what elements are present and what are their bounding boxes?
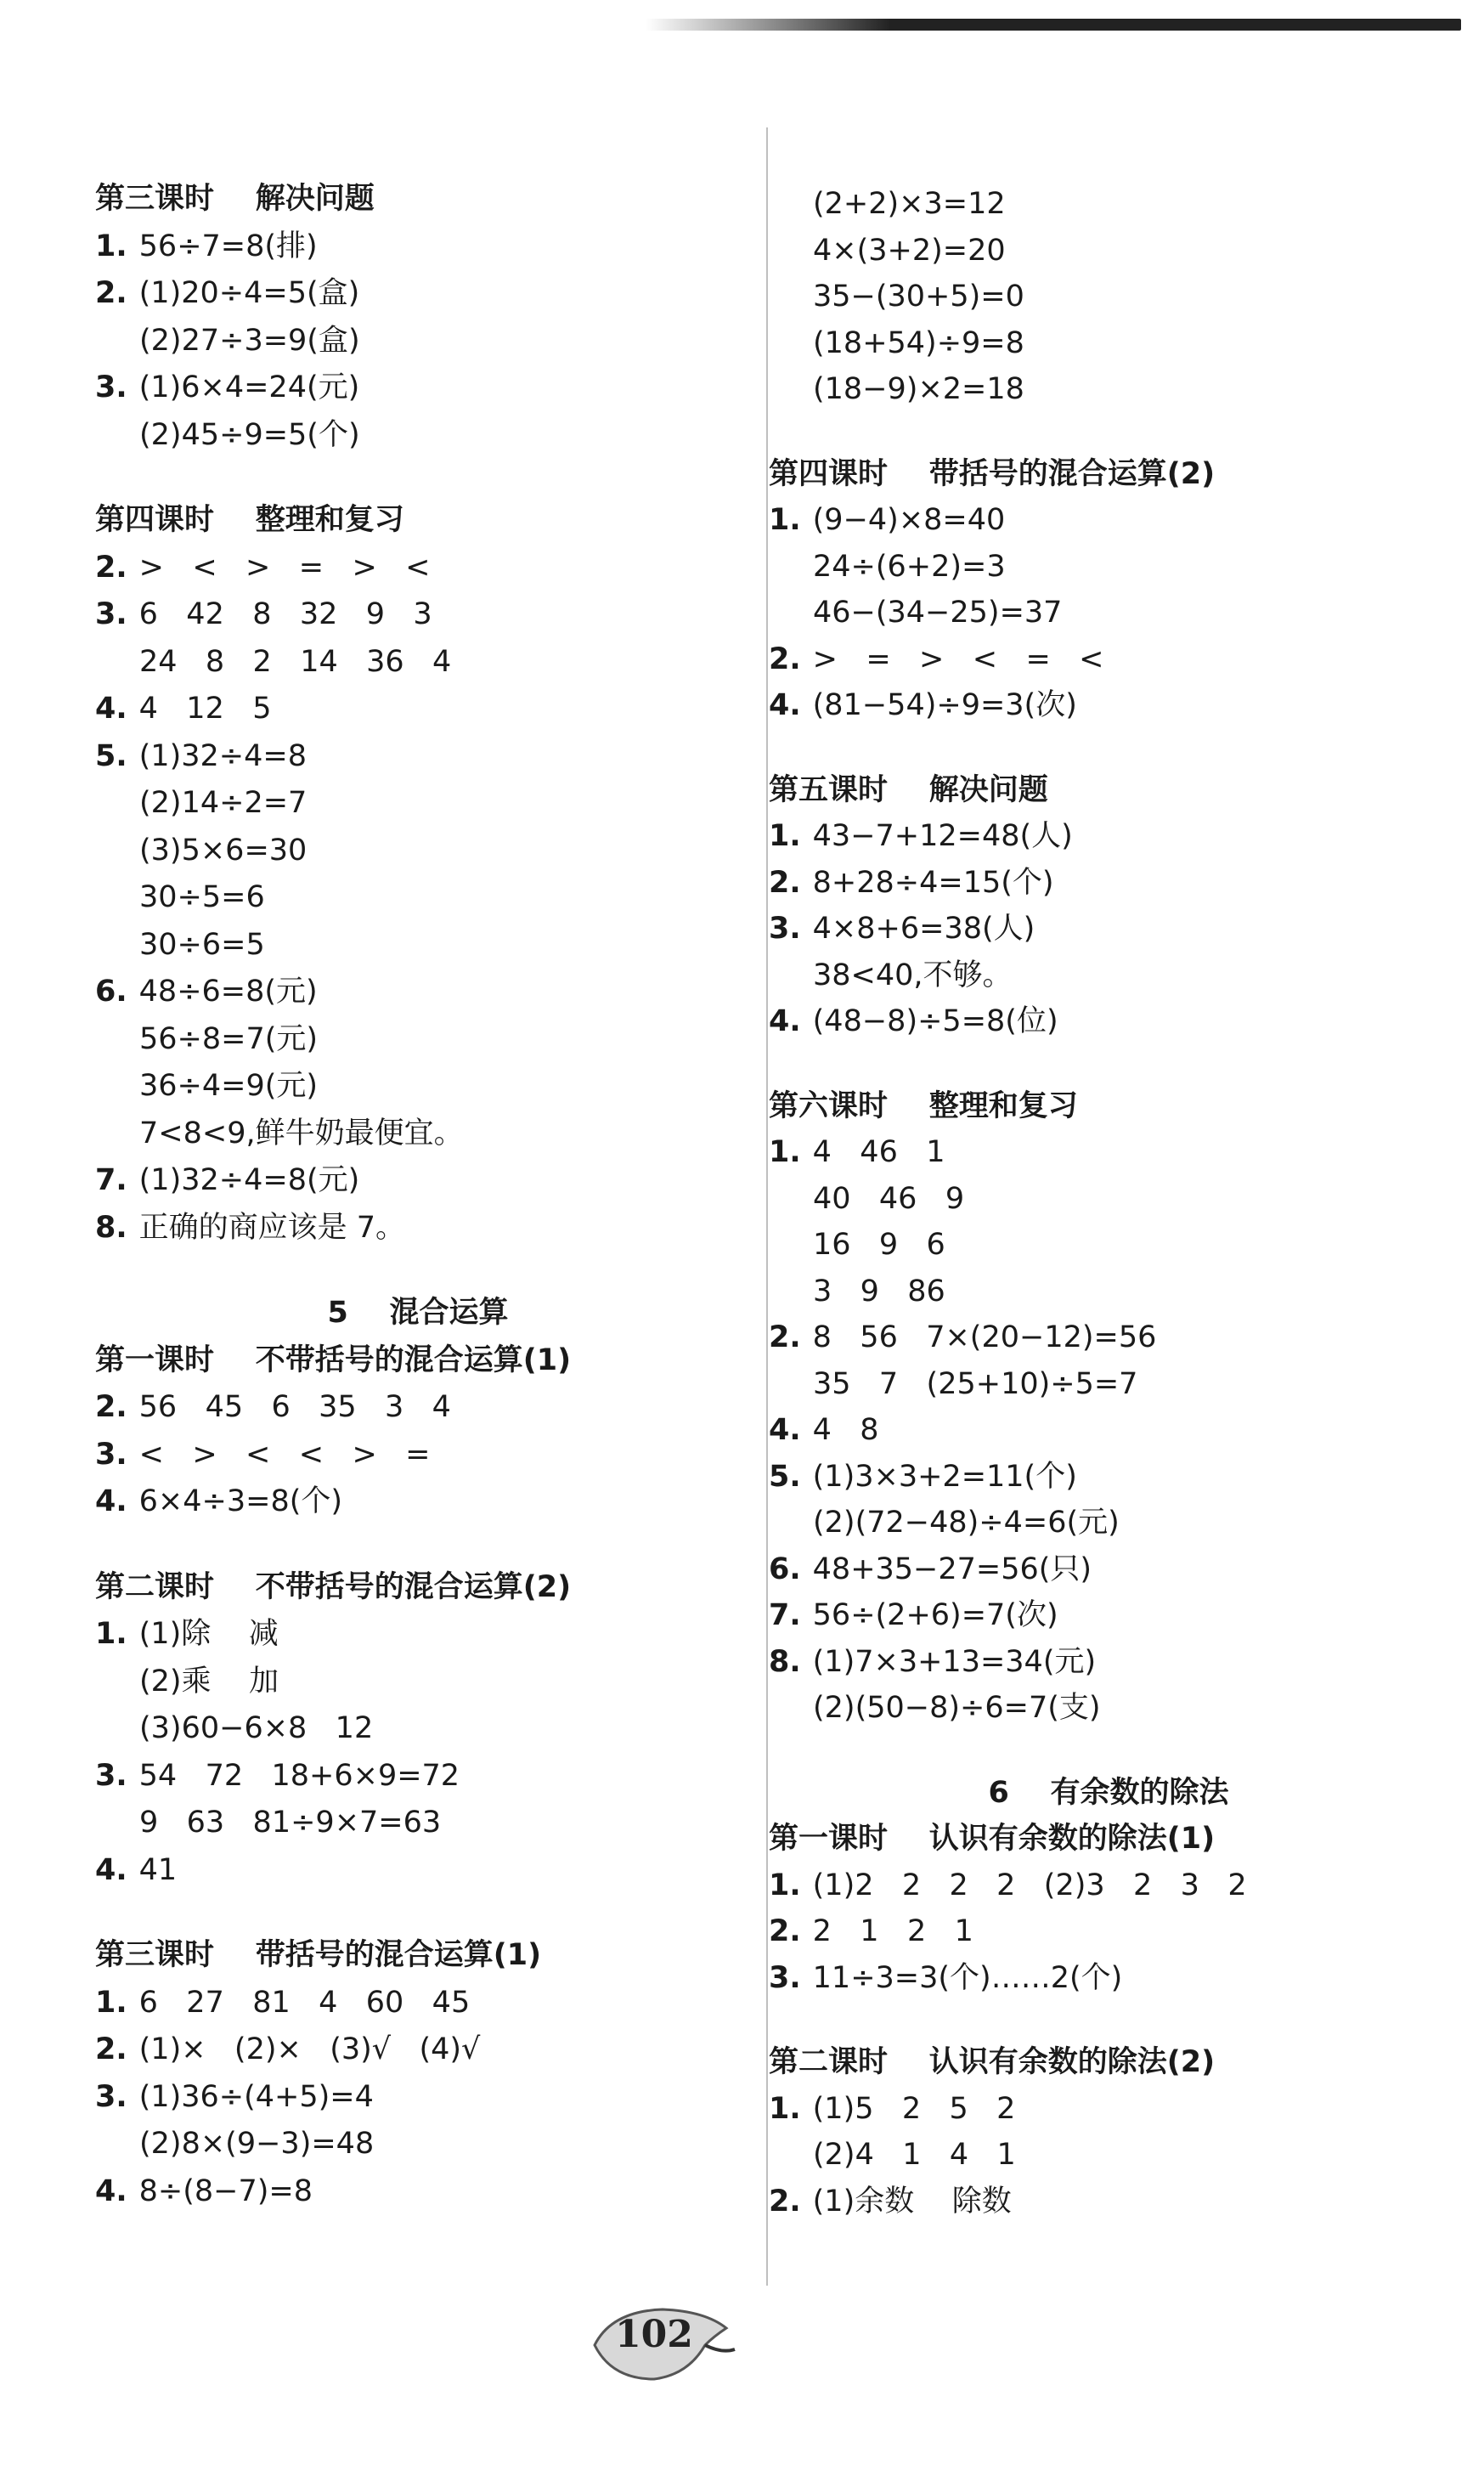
answer-text: (1)余数 除数: [812, 2184, 1012, 2219]
answer-text: 9 63 81÷9×7=63: [139, 1806, 442, 1840]
answer-text: 第四课时 带括号的混合运算(2): [769, 456, 1216, 491]
answer-line: [813, 185, 1006, 223]
answer-text: 5 混合运算: [327, 1296, 509, 1330]
section-heading: [95, 501, 404, 539]
answer-text: 第二课时 不带括号的混合运算(2): [95, 1569, 572, 1604]
section-heading: [769, 1088, 1078, 1125]
question-number: 1.: [95, 1617, 127, 1651]
section-heading: [95, 1294, 741, 1331]
answer-text: 第五课时 解决问题: [769, 772, 1048, 807]
answer-text: 3 9 86: [813, 1274, 945, 1309]
answer-text: (1)3×3+2=11(个): [812, 1459, 1077, 1494]
question-number: 5.: [769, 1459, 801, 1494]
answer-text: 46−(34−25)=37: [813, 596, 1063, 630]
answer-text: (3)5×6=30: [139, 833, 308, 868]
question-number: 4.: [95, 2173, 127, 2208]
answer-text: 6 27 81 4 60 45: [138, 1985, 471, 2020]
answer-line: [95, 1388, 451, 1426]
answer-line: [813, 1689, 1101, 1727]
answer-text: (1)5 2 5 2: [812, 2091, 1016, 2126]
answer-line: [813, 1273, 945, 1310]
answer-line: [95, 596, 432, 633]
answer-text: 11÷3=3(个)……2(个): [812, 1960, 1123, 1995]
answer-line: [139, 1115, 464, 1152]
answer-text: 4×(3+2)=20: [813, 233, 1006, 268]
answer-text: (2)4 1 4 1: [813, 2138, 1016, 2172]
answer-text: < > < < > =: [138, 1437, 431, 1472]
answer-text: 第三课时 解决问题: [95, 182, 375, 216]
section-heading: [769, 455, 1215, 493]
answer-text: (1)20÷4=5(盒): [138, 276, 360, 310]
answer-line: [769, 2090, 1015, 2128]
answer-text: (9−4)×8=40: [812, 503, 1006, 537]
question-number: 3.: [95, 2079, 127, 2114]
answer-text: 第一课时 认识有余数的除法(1): [769, 1822, 1216, 1856]
answer-text: (1)32÷4=8: [138, 738, 307, 773]
answer-line: [139, 1020, 318, 1058]
answer-text: 41: [138, 1852, 178, 1887]
answer-line: [95, 1851, 177, 1889]
answer-text: 正确的商应该是 7。: [138, 1210, 406, 1245]
answer-line: [139, 832, 307, 869]
answer-line: [95, 1483, 342, 1520]
question-number: 1.: [769, 2091, 801, 2126]
answer-text: 38<40,不够。: [813, 958, 1013, 992]
answer-text: 24÷(6+2)=3: [813, 549, 1006, 584]
question-number: 2.: [95, 1390, 127, 1424]
answer-line: [769, 1643, 1096, 1681]
question-number: 2.: [769, 1914, 801, 1948]
answer-text: (81−54)÷9=3(次): [812, 688, 1077, 722]
answer-text: 8÷(8−7)=8: [138, 2173, 313, 2208]
answer-line: [769, 1913, 973, 1950]
section-heading: [95, 1569, 571, 1606]
question-number: 3.: [95, 1758, 127, 1793]
answer-text: (1)32÷4=8(元): [138, 1163, 360, 1197]
answer-text: 24 8 2 14 36 4: [139, 644, 452, 679]
answer-line: [139, 926, 265, 964]
answer-text: (2)乘 加: [139, 1664, 279, 1699]
answer-line: [813, 278, 1024, 315]
answer-line: [95, 1436, 431, 1473]
answer-text: (2)(72−48)÷4=6(元): [813, 1506, 1120, 1540]
answer-line: [95, 2173, 313, 2210]
answer-line: [769, 1411, 879, 1449]
answer-line: [813, 2136, 1016, 2173]
question-number: 2.: [769, 1320, 801, 1354]
answer-line: [769, 641, 1104, 678]
answer-text: (2)8×(9−3)=48: [139, 2127, 375, 2161]
question-number: 3.: [769, 912, 801, 946]
answer-line: [813, 594, 1062, 631]
section-heading: [769, 772, 1048, 809]
answer-text: (2)(50−8)÷6=7(支): [813, 1691, 1101, 1725]
question-number: 4.: [95, 1484, 127, 1518]
answer-line: [813, 232, 1006, 269]
answer-line: [95, 1757, 460, 1795]
section-heading: [769, 1820, 1215, 1857]
answer-line: [769, 864, 1054, 902]
answer-text: 第六课时 整理和复习: [769, 1088, 1078, 1123]
answer-line: [769, 1597, 1058, 1634]
answer-text: 8+28÷4=15(个): [812, 865, 1054, 900]
page-number-badge: [586, 2294, 739, 2388]
section-heading: [95, 1342, 571, 1379]
answer-line: [769, 1458, 1077, 1495]
question-number: 1.: [769, 1868, 801, 1902]
question-number: 1.: [769, 1135, 801, 1169]
answer-line: [95, 549, 431, 586]
question-number: 3.: [769, 1960, 801, 1995]
answer-line: [95, 1615, 279, 1653]
answer-line: [769, 501, 1005, 539]
question-number: 4.: [95, 692, 127, 726]
answer-line: [769, 817, 1073, 855]
question-number: 4.: [769, 688, 801, 722]
answer-text: (1)除 减: [138, 1617, 279, 1651]
answer-text: 56÷(2+6)=7(次): [812, 1598, 1058, 1632]
question-number: 1.: [769, 503, 801, 537]
answer-text: (18+54)÷9=8: [813, 325, 1024, 360]
answer-text: 48÷6=8(元): [138, 975, 318, 1009]
answer-line: [95, 1209, 405, 1246]
answer-text: (2)27÷3=9(盒): [139, 323, 360, 358]
answer-text: 16 9 6: [813, 1228, 945, 1262]
answer-line: [769, 1133, 945, 1171]
answer-text: 第四课时 整理和复习: [95, 503, 404, 537]
section-heading: [769, 2043, 1215, 2081]
answer-text: 56 45 6 35 3 4: [138, 1390, 451, 1424]
question-number: 8.: [769, 1644, 801, 1679]
answer-text: 56÷7=8(排): [138, 229, 318, 263]
answer-line: [95, 369, 359, 406]
question-number: 4.: [769, 1004, 801, 1038]
section-heading: [769, 1774, 1448, 1812]
question-number: 6.: [769, 1552, 801, 1586]
answer-text: (2+2)×3=12: [813, 187, 1006, 221]
top-scan-shadow: [646, 19, 1461, 31]
question-number: 2.: [95, 276, 127, 310]
answer-line: [95, 1984, 470, 2021]
answer-line: [769, 1003, 1058, 1040]
question-number: 6.: [95, 975, 127, 1009]
answer-line: [769, 1959, 1122, 1997]
answer-line: [139, 322, 360, 359]
answer-line: [95, 973, 318, 1010]
page-number: 102: [615, 2313, 693, 2356]
answer-line: [813, 370, 1024, 408]
answer-text: > < > = > <: [138, 550, 431, 585]
section-heading: [95, 1936, 541, 1974]
answer-text: 4×8+6=38(人): [812, 912, 1035, 946]
answer-text: 第三课时 带括号的混合运算(1): [95, 1938, 542, 1972]
answer-line: [813, 548, 1006, 585]
question-number: 3.: [95, 597, 127, 631]
answer-line: [813, 1365, 1137, 1403]
answer-line: [813, 1180, 964, 1218]
answer-line: [95, 690, 271, 727]
answer-text: 35−(30+5)=0: [813, 280, 1024, 314]
answer-line: [95, 228, 318, 265]
answer-line: [139, 1663, 279, 1700]
answer-line: [139, 416, 360, 454]
answer-text: (48−8)÷5=8(位): [812, 1004, 1058, 1038]
answer-text: 43−7+12=48(人): [812, 819, 1073, 853]
answer-text: 40 46 9: [813, 1181, 965, 1216]
answer-line: [769, 1319, 1156, 1356]
answer-line: [139, 1710, 373, 1747]
answer-text: 4 12 5: [138, 692, 272, 726]
answer-line: [95, 2078, 374, 2116]
answer-text: 30÷6=5: [139, 927, 265, 962]
answer-line: [95, 738, 307, 775]
question-number: 7.: [769, 1598, 801, 1632]
question-number: 7.: [95, 1163, 127, 1197]
question-number: 2.: [769, 2184, 801, 2219]
question-number: 4.: [95, 1852, 127, 1887]
question-number: 2.: [769, 642, 801, 676]
answer-line: [139, 643, 451, 681]
answer-text: 30÷5=6: [139, 880, 265, 914]
answer-text: (1)6×4=24(元): [138, 370, 360, 404]
answer-line: [769, 1867, 1247, 1904]
question-number: 2.: [95, 550, 127, 585]
answer-text: 第二课时 认识有余数的除法(2): [769, 2045, 1216, 2079]
answer-text: (3)60−6×8 12: [139, 1711, 374, 1745]
answer-line: [139, 879, 265, 916]
answer-text: 8 56 7×(20−12)=56: [812, 1320, 1157, 1354]
answer-text: 48+35−27=56(只): [812, 1552, 1092, 1586]
answer-text: 35 7 (25+10)÷5=7: [813, 1366, 1138, 1401]
answer-line: [95, 1162, 359, 1199]
answer-text: 56÷8=7(元): [139, 1021, 319, 1056]
answer-line: [139, 2125, 374, 2162]
answer-line: [95, 274, 359, 312]
column-divider: [766, 127, 768, 2286]
answer-text: (1)2 2 2 2 (2)3 2 3 2: [812, 1868, 1247, 1902]
answer-line: [813, 1226, 945, 1263]
answer-text: 第一课时 不带括号的混合运算(1): [95, 1342, 572, 1377]
question-number: 5.: [95, 738, 127, 773]
answer-text: (18−9)×2=18: [813, 372, 1024, 406]
question-number: 2.: [95, 2032, 127, 2066]
answer-line: [813, 325, 1024, 362]
answer-text: (1)× (2)× (3)√ (4)√: [138, 2032, 481, 2066]
answer-line: [769, 2183, 1012, 2220]
answer-text: 6 有余数的除法: [988, 1775, 1229, 1810]
answer-text: 4 8: [812, 1413, 879, 1447]
section-heading: [95, 180, 375, 218]
answer-line: [139, 784, 307, 822]
answer-text: 2 1 2 1: [812, 1914, 973, 1948]
question-number: 1.: [769, 819, 801, 853]
answer-text: (2)45÷9=5(个): [139, 417, 360, 452]
question-number: 3.: [95, 1437, 127, 1472]
answer-line: [95, 2031, 480, 2068]
answer-text: 6 42 8 32 9 3: [138, 597, 432, 631]
question-number: 1.: [95, 1985, 127, 2020]
answer-line: [813, 1504, 1120, 1541]
answer-text: 6×4÷3=8(个): [138, 1484, 343, 1518]
question-number: 2.: [769, 865, 801, 900]
answer-text: 54 72 18+6×9=72: [138, 1758, 460, 1793]
answer-line: [769, 910, 1035, 947]
answer-line: [769, 687, 1077, 724]
answer-line: [139, 1804, 441, 1841]
answer-text: > = > < = <: [812, 642, 1104, 676]
question-number: 8.: [95, 1210, 127, 1245]
answer-text: 7<8<9,鲜牛奶最便宜。: [139, 1116, 464, 1150]
question-number: 3.: [95, 370, 127, 404]
answer-line: [139, 1067, 318, 1105]
question-number: 4.: [769, 1413, 801, 1447]
answer-line: [769, 1551, 1092, 1588]
answer-text: (1)36÷(4+5)=4: [138, 2079, 374, 2114]
question-number: 1.: [95, 229, 127, 263]
answer-text: 36÷4=9(元): [139, 1069, 319, 1103]
answer-text: 4 46 1: [812, 1135, 945, 1169]
answer-text: (1)7×3+13=34(元): [812, 1644, 1097, 1679]
answer-line: [813, 957, 1013, 994]
answer-text: (2)14÷2=7: [139, 786, 308, 820]
